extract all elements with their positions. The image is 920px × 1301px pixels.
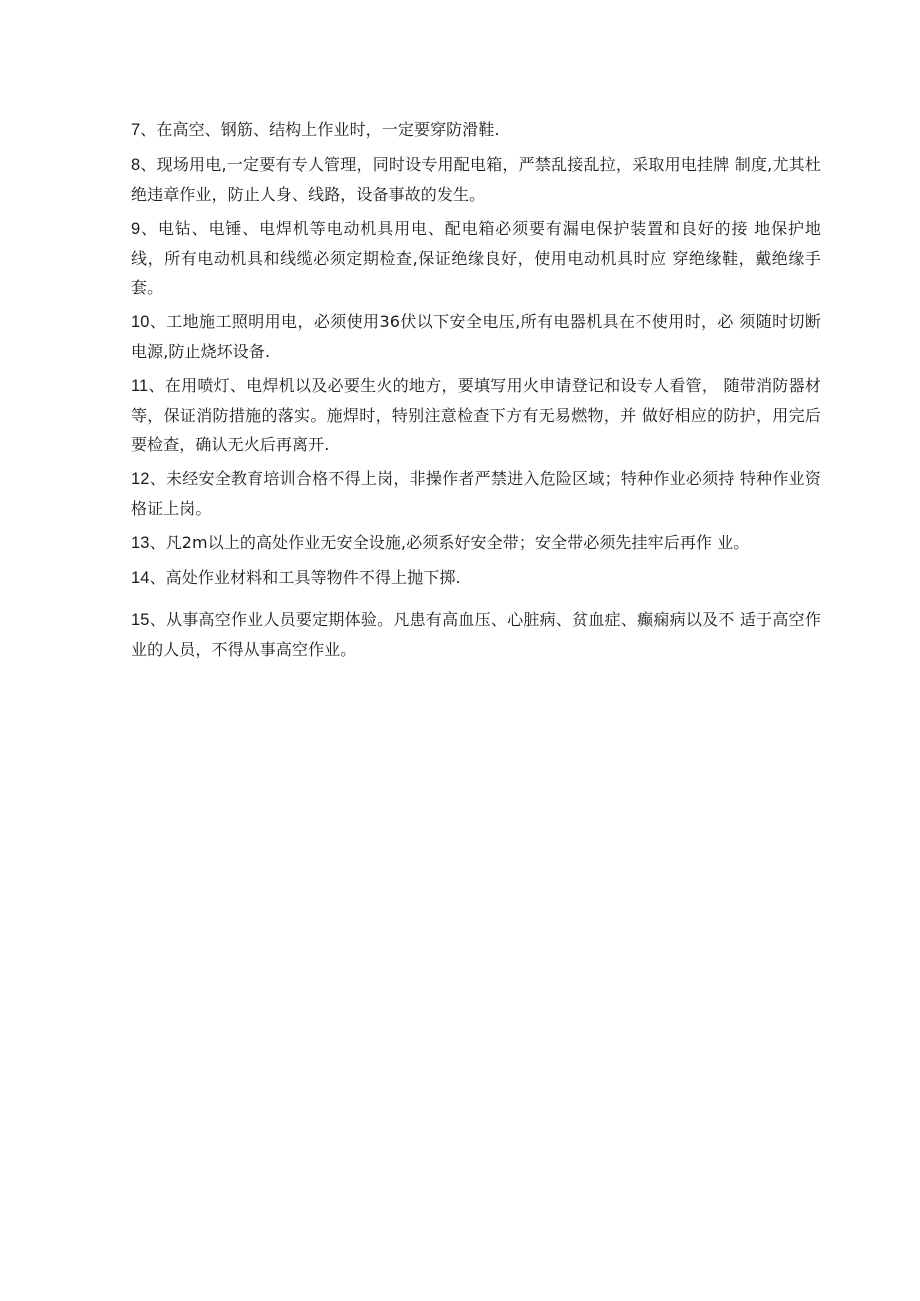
rule-number: 12	[131, 470, 150, 488]
rule-item-13	[131, 528, 821, 558]
rule-text: 、高处作业材料和工具等物件不得上抛下掷.	[149, 568, 461, 587]
rule-text: 、现场用电,一定要有专人管理，同时设专用配电箱，严禁乱接乱拉，采取用电挂牌 制度,尤其杜绝违章作业，防止人身、线路，设备事故的发生。	[131, 155, 821, 204]
rule-item-15	[131, 605, 821, 664]
safety-rule-list	[131, 115, 821, 669]
rule-text: 、在用喷灯、电焊机以及必要生火的地方，要填写用火申请登记和设专人看管， 随带消防器材等，保证消防措施的落实。施焊时，特别注意检查下方有无易燃物，并 做好相应的防护，用完后要检查，确认无火后再离开.	[131, 376, 821, 454]
rule-text: 、从事高空作业人员要定期体验。凡患有高血压、心脏病、贫血症、癫痫病以及不 适于高空作业的人员，不得从事高空作业。	[131, 610, 821, 659]
rule-item-11	[131, 371, 821, 459]
rule-number: 7	[131, 121, 141, 139]
rule-number: 11	[131, 377, 149, 395]
rule-item-8	[131, 150, 821, 209]
rule-number: 9	[131, 220, 141, 238]
rule-item-7	[131, 115, 821, 145]
rule-number: 14	[131, 569, 150, 587]
rule-text: 、凡2m以上的高处作业无安全设施,必须系好安全带；安全带必须先挂牢后再作 业。	[149, 533, 750, 552]
rule-item-14	[131, 563, 821, 593]
rule-text: 、未经安全教育培训合格不得上岗，非操作者严禁进入危险区域；特种作业必须持 特种作业资格证上岗。	[131, 469, 821, 518]
rule-number: 8	[131, 156, 141, 174]
rule-number: 15	[131, 611, 150, 629]
rule-number: 10	[131, 313, 150, 331]
rule-number: 13	[131, 534, 150, 552]
rule-text: 、在高空、钢筋、结构上作业时，一定要穿防滑鞋.	[140, 120, 500, 139]
rule-item-12	[131, 464, 821, 523]
rule-item-10	[131, 307, 821, 366]
rule-text: 、电钻、电锤、电焊机等电动机具用电、配电箱必须要有漏电保护装置和良好的接 地保护地线，所有电动机具和线缆必须定期检查,保证绝缘良好，使用电动机具时应 穿绝缘鞋，戴绝缘手套。	[131, 219, 821, 297]
rule-item-9	[131, 214, 821, 302]
rule-text: 、工地施工照明用电，必须使用36伏以下安全电压,所有电器机具在不使用时，必 须随时切断电源,防止烧坏设备.	[131, 312, 821, 361]
